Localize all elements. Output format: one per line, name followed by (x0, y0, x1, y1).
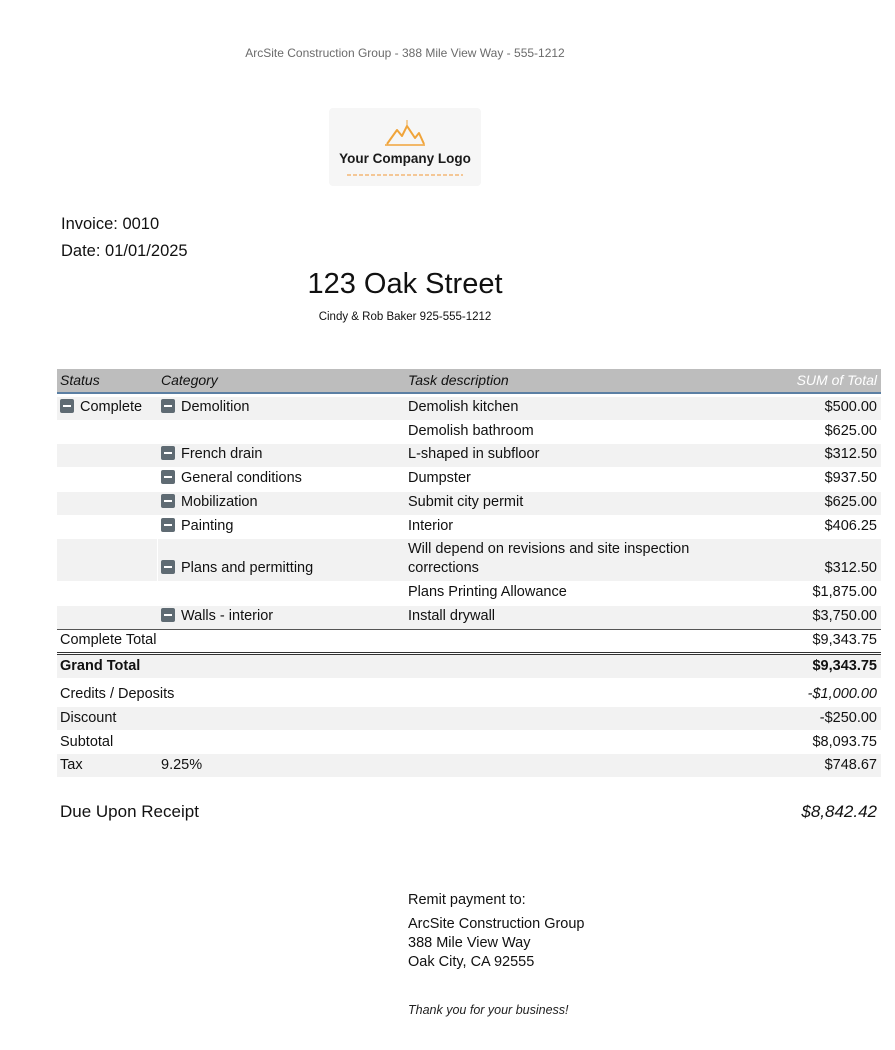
category-cell: Demolition (161, 399, 250, 415)
credits-label: Credits / Deposits (60, 686, 175, 702)
total-cell: $312.50 (824, 560, 877, 576)
task-cell: Install drywall (408, 608, 496, 624)
table-row (57, 397, 881, 420)
table-header (57, 369, 881, 394)
total-cell: $937.50 (824, 470, 877, 486)
category-cell: General conditions (161, 470, 302, 486)
table-row (57, 582, 881, 605)
amount-due-row (57, 802, 881, 826)
status-cell: Complete (60, 399, 142, 415)
task-cell: Demolish bathroom (408, 423, 534, 439)
total-cell: $3,750.00 (812, 608, 877, 624)
discount-row (57, 707, 881, 730)
remit-street: 388 Mile View Way (408, 935, 531, 951)
mountain-logo-icon (383, 118, 427, 148)
category-cell: Mobilization (161, 494, 258, 510)
logo-tagline-decoration (347, 174, 463, 176)
remit-city: Oak City, CA 92555 (408, 954, 535, 970)
total-cell: $500.00 (824, 399, 877, 415)
table-row (57, 492, 881, 515)
subtotal-label: Subtotal (60, 734, 114, 750)
table-row (57, 444, 881, 467)
discount-value: -$250.00 (819, 710, 877, 726)
grand-total-value: $9,343.75 (812, 658, 877, 674)
collapse-category-icon[interactable] (161, 399, 175, 413)
complete-total-row (57, 630, 881, 652)
task-cell: Submit city permit (408, 494, 524, 510)
invoice-date: Date: 01/01/2025 (61, 242, 188, 260)
amount-due-value: $8,842.42 (801, 802, 877, 821)
task-cell: Interior (408, 518, 454, 534)
collapse-category-icon[interactable] (161, 608, 175, 622)
tax-rate: 9.25% (161, 757, 203, 773)
column-header-total[interactable]: SUM of Total (796, 372, 877, 388)
company-header-line: ArcSite Construction Group - 388 Mile View Way - 555-1212 (245, 46, 565, 60)
table-row (57, 539, 881, 581)
complete-total-value: $9,343.75 (812, 632, 877, 648)
total-cell: $1,875.00 (812, 584, 877, 600)
table-row (57, 516, 881, 539)
tax-row (57, 754, 881, 777)
collapse-category-icon[interactable] (161, 494, 175, 508)
complete-total-label: Complete Total (60, 632, 157, 648)
collapse-category-icon[interactable] (161, 446, 175, 460)
table-row (57, 606, 881, 629)
logo-text: Your Company Logo (339, 151, 471, 166)
task-cell: Will depend on revisions and site inspection (408, 541, 690, 557)
total-cell: $312.50 (824, 446, 877, 462)
total-cell: $625.00 (824, 423, 877, 439)
collapse-status-icon[interactable] (60, 399, 74, 413)
thank-you-note: Thank you for your business! (408, 1003, 569, 1017)
remit-company: ArcSite Construction Group (408, 916, 585, 932)
task-cell-continued: corrections (408, 560, 479, 576)
collapse-category-icon[interactable] (161, 518, 175, 532)
collapse-category-icon[interactable] (161, 470, 175, 484)
subtotal-value: $8,093.75 (812, 734, 877, 750)
client-contact: Cindy & Rob Baker 925-555-1212 (318, 311, 492, 323)
task-cell: Dumpster (408, 470, 471, 486)
column-header-status[interactable]: Status (60, 372, 100, 388)
column-header-category[interactable]: Category (161, 372, 218, 388)
remit-title: Remit payment to: (408, 892, 526, 908)
credits-row (57, 684, 881, 707)
column-header-task[interactable]: Task description (408, 372, 509, 388)
total-cell: $406.25 (824, 518, 877, 534)
category-cell: Painting (161, 518, 233, 534)
task-cell: L-shaped in subfloor (408, 446, 540, 462)
grand-total-label: Grand Total (60, 658, 141, 674)
collapse-category-icon[interactable] (161, 560, 175, 574)
invoice-number: Invoice: 0010 (61, 215, 160, 233)
tax-label: Tax (60, 757, 83, 773)
grand-total-row (57, 655, 881, 678)
company-logo (329, 108, 481, 186)
table-row (57, 468, 881, 491)
subtotal-row (57, 731, 881, 754)
category-cell: Walls - interior (161, 608, 273, 624)
total-cell: $625.00 (824, 494, 877, 510)
table-row (57, 421, 881, 444)
project-address: 123 Oak Street (307, 268, 503, 300)
remit-address-block (408, 891, 585, 972)
discount-label: Discount (60, 710, 117, 726)
category-cell: Plans and permitting (161, 560, 313, 576)
tax-value: $748.67 (824, 757, 877, 773)
task-cell: Demolish kitchen (408, 399, 519, 415)
amount-due-label: Due Upon Receipt (60, 802, 199, 821)
credits-value: -$1,000.00 (807, 686, 877, 702)
category-cell: French drain (161, 446, 262, 462)
task-cell: Plans Printing Allowance (408, 584, 567, 600)
